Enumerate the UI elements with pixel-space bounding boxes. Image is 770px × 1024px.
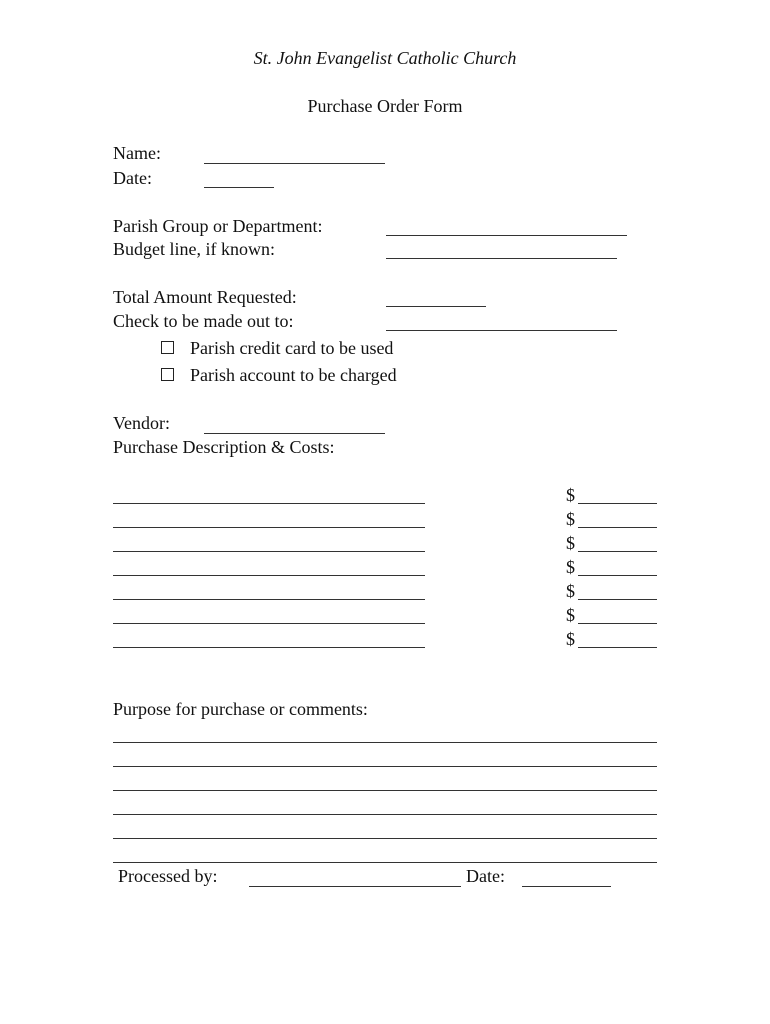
department-field[interactable] — [386, 235, 627, 236]
description-line[interactable] — [113, 623, 425, 624]
budget-field[interactable] — [386, 258, 617, 259]
vendor-field[interactable] — [204, 433, 385, 434]
currency-symbol: $ — [566, 581, 575, 601]
credit-card-checkbox[interactable] — [161, 341, 174, 354]
cost-field[interactable] — [578, 503, 657, 504]
cost-field[interactable] — [578, 599, 657, 600]
cost-field[interactable] — [578, 575, 657, 576]
check-field[interactable] — [386, 330, 617, 331]
total-field[interactable] — [386, 306, 486, 307]
purpose-label: Purpose for purchase or comments: — [113, 699, 368, 719]
processed-date-label: Date: — [466, 866, 505, 886]
processed-date-field[interactable] — [522, 886, 611, 887]
currency-symbol: $ — [566, 533, 575, 553]
department-label: Parish Group or Department: — [113, 216, 323, 236]
cost-field[interactable] — [578, 647, 657, 648]
name-field[interactable] — [204, 163, 385, 164]
comment-line[interactable] — [113, 790, 657, 791]
form-title: Purchase Order Form — [307, 96, 463, 116]
description-line[interactable] — [113, 503, 425, 504]
budget-label: Budget line, if known: — [113, 239, 275, 259]
cost-field[interactable] — [578, 527, 657, 528]
account-checkbox[interactable] — [161, 368, 174, 381]
description-line[interactable] — [113, 599, 425, 600]
cost-field[interactable] — [578, 623, 657, 624]
comment-line[interactable] — [113, 862, 657, 863]
currency-symbol: $ — [566, 629, 575, 649]
comment-line[interactable] — [113, 742, 657, 743]
description-line[interactable] — [113, 527, 425, 528]
total-label: Total Amount Requested: — [113, 287, 297, 307]
date-label: Date: — [113, 168, 152, 188]
credit-card-label: Parish credit card to be used — [190, 338, 394, 358]
currency-symbol: $ — [566, 557, 575, 577]
cost-field[interactable] — [578, 551, 657, 552]
account-label: Parish account to be charged — [190, 365, 397, 385]
processed-by-label: Processed by: — [118, 866, 218, 886]
vendor-label: Vendor: — [113, 413, 170, 433]
processed-by-field[interactable] — [249, 886, 461, 887]
description-label: Purchase Description & Costs: — [113, 437, 335, 457]
comment-line[interactable] — [113, 814, 657, 815]
description-line[interactable] — [113, 575, 425, 576]
check-label: Check to be made out to: — [113, 311, 294, 331]
currency-symbol: $ — [566, 509, 575, 529]
description-line[interactable] — [113, 647, 425, 648]
comment-line[interactable] — [113, 766, 657, 767]
description-line[interactable] — [113, 551, 425, 552]
church-name: St. John Evangelist Catholic Church — [253, 48, 517, 68]
currency-symbol: $ — [566, 605, 575, 625]
currency-symbol: $ — [566, 485, 575, 505]
name-label: Name: — [113, 143, 161, 163]
date-field[interactable] — [204, 187, 274, 188]
comment-line[interactable] — [113, 838, 657, 839]
